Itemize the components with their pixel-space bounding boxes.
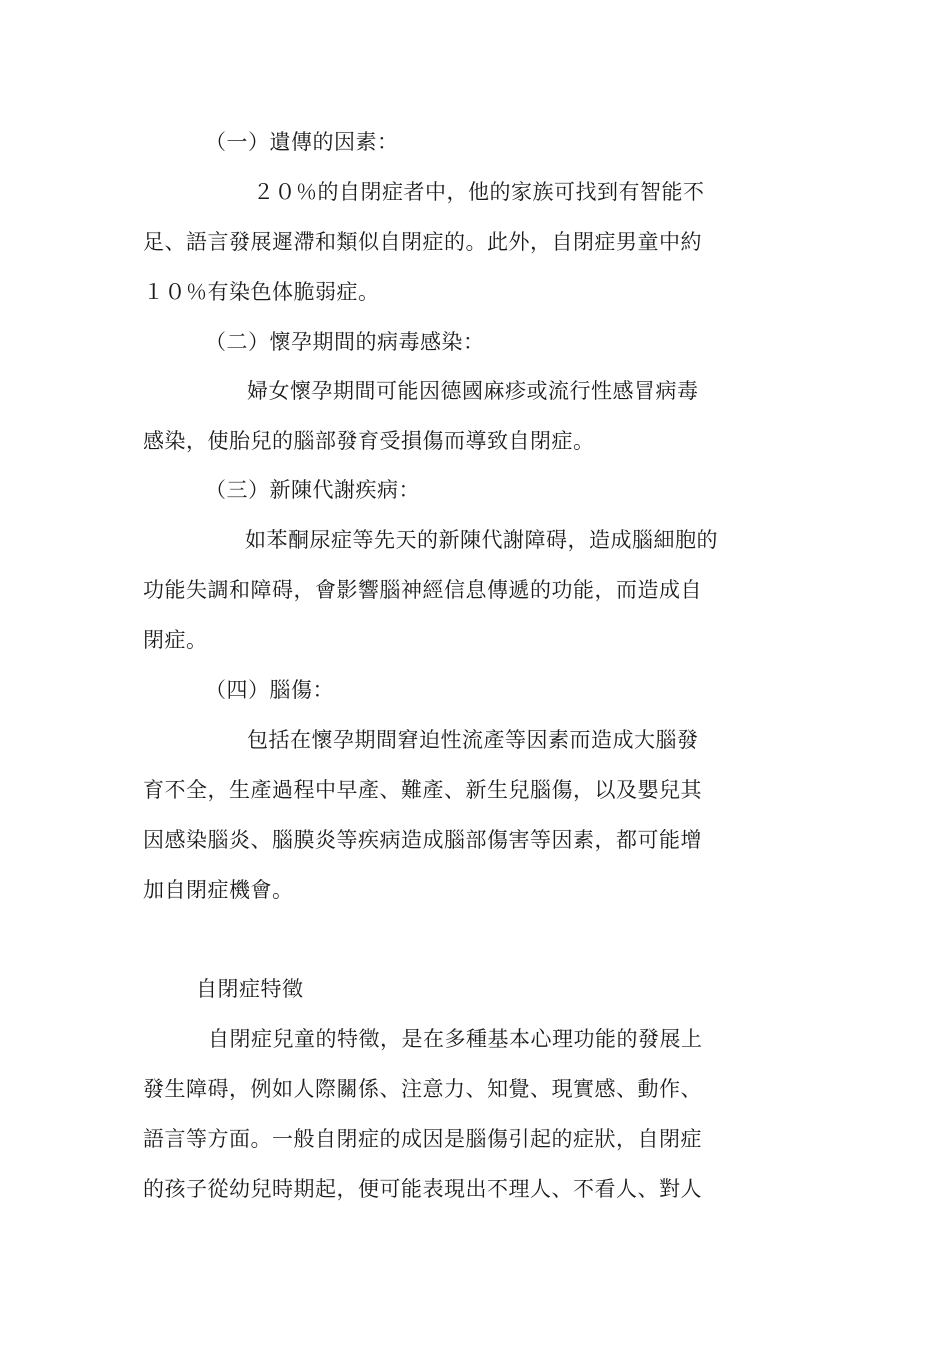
paragraph-line: 因感染腦炎、腦膜炎等疾病造成腦部傷害等因素，都可能增	[143, 828, 702, 852]
paragraph-line: 感染，使胎兒的腦部發育受損傷而導致自閉症。	[143, 429, 595, 453]
section-heading-characteristics: 自閉症特徵	[196, 977, 304, 1001]
paragraph-line: 加自閉症機會。	[143, 878, 294, 902]
paragraph-line: 閉症。	[143, 628, 208, 652]
paragraph-line: 包括在懷孕期間窘迫性流產等因素而造成大腦發	[247, 728, 699, 752]
section-heading-genetic: （一）遺傳的因素：	[205, 130, 399, 154]
paragraph-line: 婦女懷孕期間可能因德國麻疹或流行性感冒病毒	[247, 379, 699, 403]
section-heading-metabolic: （三）新陳代謝疾病：	[205, 478, 420, 502]
paragraph-line: 自閉症兒童的特徵，是在多種基本心理功能的發展上	[208, 1027, 703, 1051]
paragraph-line: 功能失調和障碍，會影響腦神經信息傳遞的功能，而造成自	[143, 578, 702, 602]
paragraph-line: 足、語言發展遲滯和類似自閉症的。此外，自閉症男童中約	[143, 230, 702, 254]
paragraph-line: 發生障碍，例如人際關係、注意力、知覺、現實感、動作、	[143, 1077, 702, 1101]
paragraph-line: １０％有染色体脆弱症。	[143, 280, 380, 304]
paragraph-line: 語言等方面。一般自閉症的成因是腦傷引起的症狀，自閉症	[143, 1127, 702, 1151]
paragraph-line: ２０％的自閉症者中，他的家族可找到有智能不	[253, 180, 705, 204]
paragraph-line: 的孩子從幼兒時期起，便可能表現出不理人、不看人、對人	[143, 1177, 702, 1201]
paragraph-line: 如苯酮尿症等先天的新陳代謝障碍，造成腦細胞的	[245, 528, 718, 552]
paragraph-line: 育不全，生產過程中早產、難產、新生兒腦傷，以及嬰兒其	[143, 778, 702, 802]
section-heading-brain-injury: （四）腦傷：	[205, 678, 334, 702]
section-heading-viral-infection: （二）懷孕期間的病毒感染：	[205, 330, 485, 354]
